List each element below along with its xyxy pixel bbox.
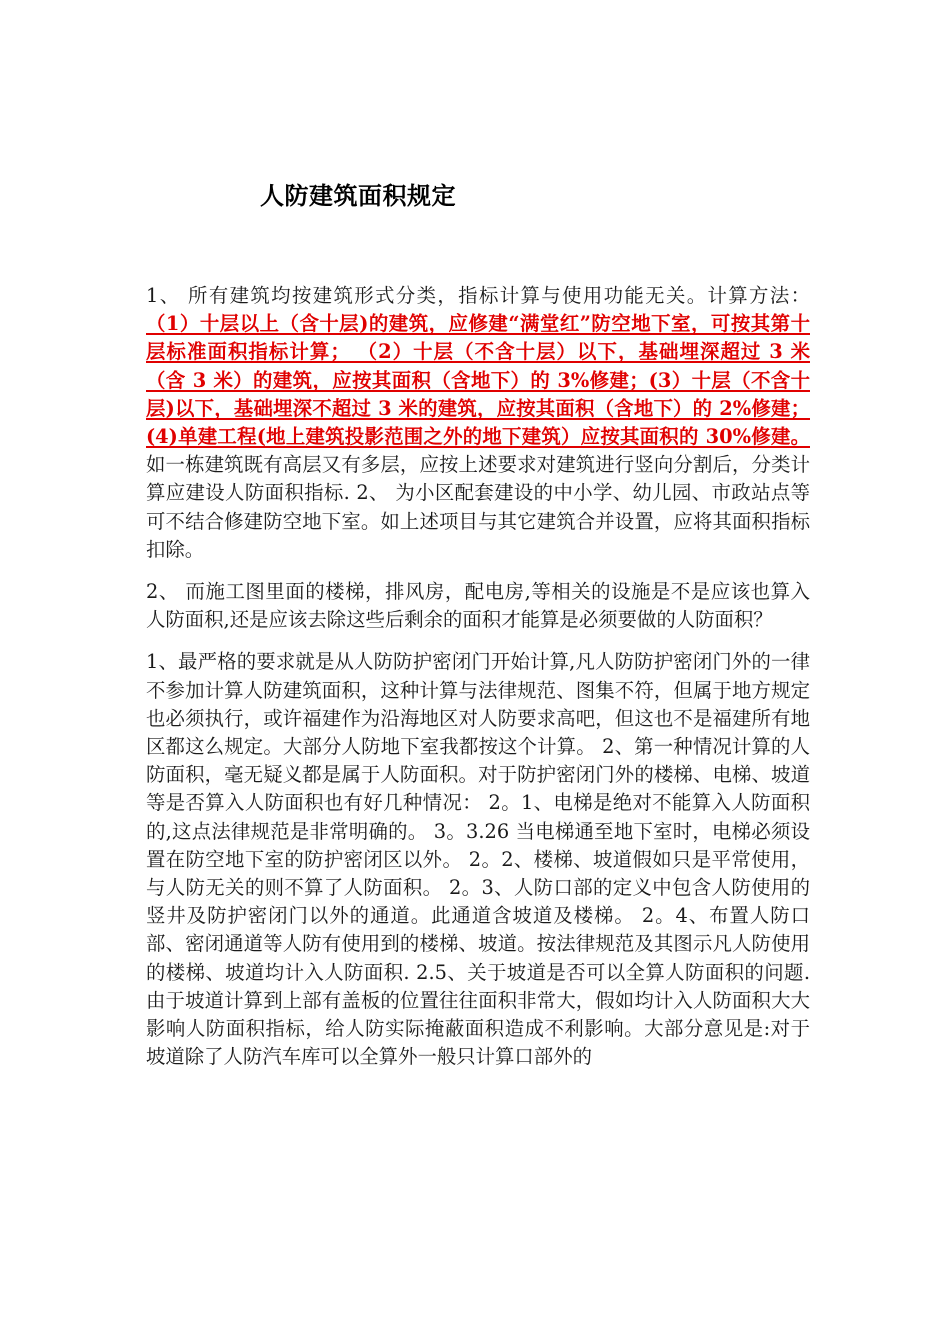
paragraph-1-intro: 1、 所有建筑均按建筑形式分类，指标计算与使用功能无关。计算方法：: [146, 284, 810, 307]
paragraph-1: [146, 282, 810, 564]
document-body: [146, 282, 810, 1085]
paragraph-1-rest: 如一栋建筑既有高层又有多层，应按上述要求对建筑进行竖向分割后，分类计算应建设人防面积指标. 2、 为小区配套建设的中小学、幼儿园、市政站点等可不结合修建防空地下室。如上述项目与其它建筑合并设置，应将其面积指标扣除。: [146, 453, 810, 561]
highlighted-rules: （1）十层以上（含十层)的建筑，应修建“满堂红”防空地下室，可按其第十层标准面积指标计算； （2）十层（不含十层）以下，基础埋深超过 3 米（含 3 米）的建筑，应按其面积（含地下）的 3%修建；(3）十层（不含十层)以下，基础埋深不超过 3 米的建筑，应按其面积（含地下）的 2%修建；(4)单建工程(地上建筑投影范围之外的地下建筑）应按其面积的 30%修建。: [146, 312, 810, 449]
paragraph-2: 2、 而施工图里面的楼梯，排风房，配电房,等相关的设施是不是应该也算入人防面积,还是应该去除这些后剩余的面积才能算是必须要做的人防面积？: [146, 580, 810, 632]
paragraph-3: 1、最严格的要求就是从人防防护密闭门开始计算,凡人防防护密闭门外的一律不参加计算人防建筑面积，这种计算与法律规范、图集不符，但属于地方规定也必须执行，或许福建作为沿海地区对人防要求高吧，但这也不是福建所有地区都这么规定。大部分人防地下室我都按这个计算。 2、第一种情况计算的人防面积，毫无疑义都是属于人防面积。对于防护密闭门外的楼梯、电梯、坡道等是否算入人防面积也有好几种情况： 2。1、电梯是绝对不能算入人防面积的,这点法律规范是非常明确的。 3。3.26 当电梯通至地下室时，电梯必须设置在防空地下室的防护密闭区以外。 2。2、楼梯、坡道假如只是平常使用，与人防无关的则不算了人防面积。 2。3、人防口部的定义中包含人防使用的竖井及防护密闭门以外的通道。此通道含坡道及楼梯。 2。4、布置人防口部、密闭通道等人防有使用到的楼梯、坡道。按法律规范及其图示凡人防使用的楼梯、坡道均计入人防面积. 2.5、关于坡道是否可以全算人防面积的问题.由于坡道计算到上部有盖板的位置往往面积非常大，假如均计入人防面积大大影响人防面积指标，给人防实际掩蔽面积造成不利影响。大部分意见是:对于坡道除了人防汽车库可以全算外一般只计算口部外的: [146, 650, 810, 1069]
document-title: 人防建筑面积规定: [260, 181, 456, 210]
